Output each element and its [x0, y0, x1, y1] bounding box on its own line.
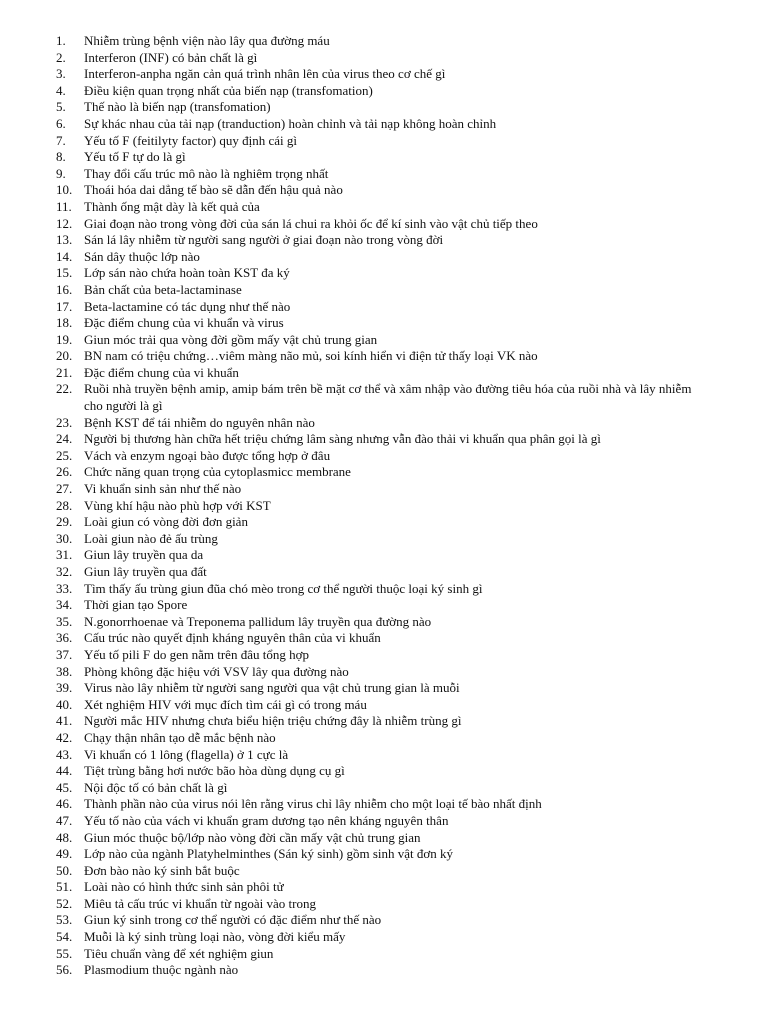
question-number: 48.: [56, 829, 73, 845]
question-item: [0, 448, 768, 465]
question-text: Yếu tố F tự do là gì: [84, 149, 186, 165]
question-text: Nội độc tố có bản chất là gì: [84, 779, 228, 795]
question-number: 3.: [56, 66, 66, 82]
question-number: 34.: [56, 597, 73, 613]
question-text: Giai đoạn nào trong vòng đời của sán lá chui ra khỏi ốc để kí sinh vào vật chủ tiếp theo: [84, 215, 538, 231]
question-text: Sán dây thuộc lớp nào: [84, 248, 200, 264]
question-item: [0, 564, 768, 581]
question-number: 31.: [56, 547, 73, 563]
question-number: 13.: [56, 232, 73, 248]
question-number: 32.: [56, 564, 73, 579]
question-number: 29.: [56, 514, 73, 530]
question-item: [0, 315, 768, 332]
question-number: 20.: [56, 348, 73, 364]
question-text: Interferon-anpha ngăn cản quá trình nhân lên của virus theo cơ chế gì: [84, 66, 446, 82]
question-number: 28.: [56, 497, 73, 513]
question-text: Virus nào lây nhiễm từ người sang người qua vật chủ trung gian là muỗi: [84, 680, 460, 696]
question-number: 16.: [56, 281, 73, 297]
question-text: Thời gian tạo Spore: [84, 597, 188, 613]
question-number: 10.: [56, 182, 73, 198]
question-number: 43.: [56, 746, 73, 762]
question-item: [0, 680, 768, 697]
question-number: 33.: [56, 580, 73, 596]
question-text: Loài nào có hình thức sinh sản phôi tử: [84, 879, 284, 895]
question-text: N.gonorrhoenae và Treponema pallidum lây truyền qua đường nào: [84, 613, 432, 629]
question-number: 53.: [56, 912, 73, 928]
question-text: Loài giun có vòng đời đơn giản: [84, 514, 248, 530]
question-text: Yếu tố nào của vách vi khuẩn gram dương tạo nên kháng nguyên thân: [84, 812, 449, 828]
question-item: [0, 697, 768, 714]
question-item: [0, 597, 768, 614]
question-text: Thế nào là biến nạp (transfomation): [84, 99, 271, 115]
question-text: Lớp nào của ngành Platyhelminthes (Sán ký sinh) gồm sinh vật đơn ký: [84, 846, 454, 862]
question-number: 27.: [56, 481, 73, 497]
question-text: Người bị thương hàn chữa hết triệu chứng lâm sàng nhưng vẫn đào thải vi khuẩn qua phân gọi là gì: [84, 431, 601, 447]
question-item: [0, 182, 768, 199]
question-number: 36.: [56, 630, 73, 646]
question-number: 14.: [56, 248, 73, 264]
question-text: Giun lây truyền qua da: [84, 547, 204, 563]
question-number: 2.: [56, 49, 66, 65]
question-number: 25.: [56, 447, 73, 463]
question-number: 21.: [56, 364, 73, 380]
question-text: Ruồi nhà truyền bệnh amip, amip bám trên bề mặt cơ thể và xâm nhập vào đường tiêu hóa của ruồi nhà và lây nhiễm cho người là gì: [84, 381, 692, 414]
question-item: [0, 282, 768, 299]
question-text: Cấu trúc nào quyết định kháng nguyên thân của vi khuẩn: [84, 630, 381, 646]
question-text: Giun móc trải qua vòng đời gồm mấy vật chủ trung gian: [84, 331, 378, 347]
question-text: Đặc điểm chung của vi khuẩn và virus: [84, 315, 284, 331]
question-text: Chạy thận nhân tạo dễ mắc bệnh nào: [84, 729, 276, 745]
question-number: 39.: [56, 680, 73, 696]
question-number: 38.: [56, 663, 73, 679]
question-item: [0, 431, 768, 448]
question-item: [0, 332, 768, 349]
question-item: [0, 813, 768, 830]
question-text: Thoái hóa dai dẳng tế bào sẽ dẫn đến hậu quả nào: [84, 182, 343, 198]
question-text: Sán lá lây nhiễm từ người sang người ở giai đoạn nào trong vòng đời: [84, 232, 444, 248]
question-number: 41.: [56, 713, 73, 729]
question-text: Thành phần nào của virus nói lên rằng virus chỉ lây nhiễm cho một loại tế bào nhất định: [84, 796, 542, 812]
question-item: [0, 83, 768, 100]
question-text: Plasmodium thuộc ngành nào: [84, 962, 239, 978]
question-number: 37.: [56, 646, 73, 662]
question-item: [0, 664, 768, 681]
question-number: 44.: [56, 763, 73, 779]
question-number: 50.: [56, 862, 73, 878]
question-number: 9.: [56, 165, 66, 181]
question-item: [0, 265, 768, 282]
question-text: Nhiễm trùng bệnh viện nào lây qua đường máu: [84, 33, 330, 48]
question-item: [0, 929, 768, 946]
question-text: Vùng khí hậu nào phù hợp với KST: [84, 497, 271, 513]
question-item: [0, 133, 768, 150]
question-item: [0, 415, 768, 432]
question-item: [0, 763, 768, 780]
question-text: Phòng không đặc hiệu với VSV lây qua đường nào: [84, 663, 349, 679]
question-item: [0, 747, 768, 764]
question-item: [0, 514, 768, 531]
question-item: [0, 66, 768, 83]
question-text: Tiệt trùng bằng hơi nước bão hòa dùng dụng cụ gì: [84, 763, 345, 779]
question-number: 42.: [56, 729, 73, 745]
question-item: [0, 912, 768, 929]
question-text: Người mắc HIV nhưng chưa biểu hiện triệu chứng đây là nhiễm trùng gì: [84, 713, 462, 729]
question-number: 4.: [56, 82, 66, 98]
question-text: Bệnh KST để tái nhiễm do nguyên nhân nào: [84, 414, 315, 430]
question-number: 55.: [56, 945, 73, 961]
question-text: Vi khuẩn sinh sản như thế nào: [84, 481, 242, 497]
question-text: Thành ống mật dày là kết quả của: [84, 198, 260, 214]
question-item: [0, 962, 768, 979]
question-item: [0, 780, 768, 797]
question-text: Muỗi là ký sinh trùng loại nào, vòng đời kiểu mấy: [84, 929, 346, 945]
question-number: 1.: [56, 33, 66, 48]
question-item: [0, 166, 768, 183]
question-number: 12.: [56, 215, 73, 231]
question-item: [0, 99, 768, 116]
question-number: 40.: [56, 696, 73, 712]
question-item: [0, 232, 768, 249]
question-number: 26.: [56, 464, 73, 480]
question-number: 49.: [56, 846, 73, 862]
question-item: [0, 713, 768, 730]
question-number: 35.: [56, 613, 73, 629]
question-item: [0, 381, 768, 414]
question-number: 15.: [56, 265, 73, 281]
question-item: [0, 630, 768, 647]
question-number: 7.: [56, 132, 66, 148]
question-text: Thay đổi cấu trúc mô nào là nghiêm trọng nhất: [84, 165, 329, 181]
question-text: Vi khuẩn có 1 lông (flagella) ở 1 cực là: [84, 746, 289, 762]
question-text: BN nam có triệu chứng…viêm màng não mủ, soi kính hiển vi điện tử thấy loại VK nào: [84, 348, 538, 364]
question-number: 17.: [56, 298, 73, 314]
question-text: Bản chất của beta-lactaminase: [84, 281, 242, 297]
question-number: 54.: [56, 929, 73, 945]
question-number: 56.: [56, 962, 73, 978]
question-text: Vách và enzym ngoại bào được tổng hợp ở đâu: [84, 447, 331, 463]
question-item: [0, 879, 768, 896]
question-number: 6.: [56, 115, 66, 131]
question-item: [0, 299, 768, 316]
question-number: 45.: [56, 779, 73, 795]
question-number: 8.: [56, 149, 66, 165]
question-number: 23.: [56, 414, 73, 430]
question-item: [0, 531, 768, 548]
question-number: 46.: [56, 796, 73, 812]
question-item: [0, 348, 768, 365]
question-number: 24.: [56, 431, 73, 447]
question-text: Yếu tố F (feitilyty factor) quy định cái gì: [84, 132, 298, 148]
question-text: Sự khác nhau của tải nạp (tranduction) hoàn chỉnh và tải nạp không hoàn chỉnh: [84, 115, 497, 131]
question-number: 5.: [56, 99, 66, 115]
question-item: [0, 464, 768, 481]
question-number: 19.: [56, 331, 73, 347]
question-item: [0, 796, 768, 813]
question-number: 30.: [56, 530, 73, 546]
question-text: Giun móc thuộc bộ/lớp nào vòng đời cần mấy vật chủ trung gian: [84, 829, 421, 845]
question-item: [0, 730, 768, 747]
question-text: Beta-lactamine có tác dụng như thế nào: [84, 298, 291, 314]
question-item: [0, 249, 768, 266]
question-item: [0, 547, 768, 564]
question-item: [0, 216, 768, 233]
question-item: [0, 481, 768, 498]
question-text: Tìm thấy ấu trùng giun đũa chó mèo trong cơ thể người thuộc loại ký sinh gì: [84, 580, 483, 596]
question-item: [0, 365, 768, 382]
question-number: 52.: [56, 895, 73, 911]
question-item: [0, 50, 768, 67]
question-item: [0, 647, 768, 664]
question-text: Loài giun nào đẻ ấu trùng: [84, 530, 218, 546]
question-item: [0, 946, 768, 963]
question-text: Giun lây truyền qua đất: [84, 564, 207, 579]
question-text: Miêu tả cấu trúc vi khuẩn từ ngoài vào trong: [84, 895, 316, 911]
question-number: 11.: [56, 198, 72, 214]
question-text: Điều kiện quan trọng nhất của biến nạp (transfomation): [84, 82, 373, 98]
question-item: [0, 863, 768, 880]
question-number: 47.: [56, 812, 73, 828]
question-item: [0, 33, 768, 50]
question-item: [0, 199, 768, 216]
question-item: [0, 614, 768, 631]
question-item: [0, 846, 768, 863]
question-text: Yếu tố pili F do gen nằm trên đâu tổng hợp: [84, 646, 309, 662]
question-text: Chức năng quan trọng của cytoplasmicc membrane: [84, 464, 351, 480]
question-item: [0, 896, 768, 913]
question-item: [0, 498, 768, 515]
question-item: [0, 830, 768, 847]
question-number: 22.: [56, 381, 73, 397]
question-item: [0, 149, 768, 166]
question-text: Tiêu chuẩn vàng để xét nghiệm giun: [84, 945, 274, 961]
question-text: Đặc điểm chung của vi khuẩn: [84, 364, 239, 380]
question-number: 51.: [56, 879, 73, 895]
question-text: Đơn bào nào ký sinh bắt buộc: [84, 862, 240, 878]
question-text: Interferon (INF) có bản chất là gì: [84, 49, 258, 65]
question-item: [0, 116, 768, 133]
question-text: Xét nghiệm HIV với mục đích tìm cái gì có trong máu: [84, 696, 367, 712]
question-text: Giun ký sinh trong cơ thể người có đặc điểm như thế nào: [84, 912, 382, 928]
document-page: [0, 33, 768, 979]
question-list: [0, 33, 768, 979]
question-text: Lớp sán nào chứa hoàn toàn KST đa ký: [84, 265, 290, 281]
question-number: 18.: [56, 315, 73, 331]
question-item: [0, 581, 768, 598]
